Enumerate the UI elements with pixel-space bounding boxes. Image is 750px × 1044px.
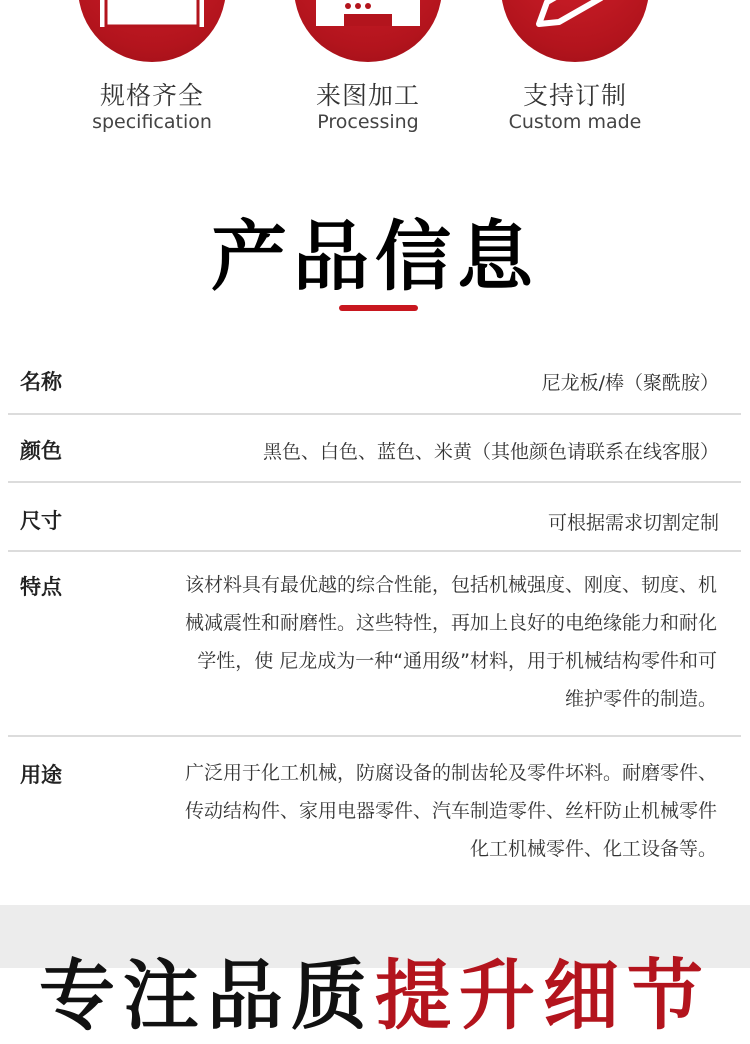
paragraph-line: 学性，使 尼龙成为一种“通用级”材料，用于机械结构零件和可 xyxy=(197,650,717,672)
banner-text-dark: 专注品质 xyxy=(39,951,375,1040)
row-value: 可根据需求切割定制 xyxy=(547,512,719,534)
info-row-features xyxy=(8,562,741,732)
title-underline xyxy=(339,305,418,311)
paragraph-line: 传动结构件、家用电器零件、汽车制造零件、丝杆防止机械零件 xyxy=(184,800,717,822)
row-label: 用途 xyxy=(20,763,62,787)
bottom-banner xyxy=(0,905,750,1040)
feature-list xyxy=(0,0,750,150)
feature-title: 规格齐全 xyxy=(99,81,204,110)
info-row-color xyxy=(8,430,741,480)
paragraph-line: 维护零件的制造。 xyxy=(564,688,717,710)
pencil-icon xyxy=(501,0,649,62)
banner-text-red: 提升细节 xyxy=(375,951,711,1040)
row-paragraph xyxy=(185,754,717,868)
row-label: 尺寸 xyxy=(20,509,62,533)
paragraph-line: 该材料具有最优越的综合性能，包括机械强度、刚度、韧度、机 xyxy=(184,574,717,596)
info-row-name xyxy=(8,360,741,410)
banner-heading xyxy=(0,935,750,1044)
paragraph-line: 械减震性和耐磨性。这些特性，再加上良好的电绝缘能力和耐化 xyxy=(184,612,717,634)
row-label: 颜色 xyxy=(20,439,62,463)
info-row-usage xyxy=(8,752,741,882)
feature-subtitle: Custom made xyxy=(508,111,642,133)
feature-subtitle: Processing xyxy=(317,111,419,133)
specification-box-icon xyxy=(78,0,226,62)
row-divider xyxy=(8,735,741,737)
row-divider xyxy=(8,550,741,552)
row-divider xyxy=(8,481,741,483)
row-paragraph xyxy=(185,566,717,718)
row-label: 特点 xyxy=(20,575,62,599)
feature-subtitle: specification xyxy=(92,111,212,133)
info-row-size xyxy=(8,498,741,548)
paragraph-line: 广泛用于化工机械，防腐设备的制齿轮及零件坏料。耐磨零件、 xyxy=(184,762,717,784)
row-value: 黑色、白色、蓝色、米黄（其他颜色请联系在线客服） xyxy=(262,441,719,463)
feature-title: 支持订制 xyxy=(522,81,627,110)
section-title: 产品信息 xyxy=(211,212,539,301)
feature-title: 来图加工 xyxy=(315,81,420,110)
row-value: 尼龙板/棒（聚酰胺） xyxy=(541,372,719,394)
row-label: 名称 xyxy=(20,370,62,394)
machine-icon xyxy=(294,0,442,62)
row-divider xyxy=(8,413,741,415)
paragraph-line: 化工机械零件、化工设备等。 xyxy=(469,838,717,860)
